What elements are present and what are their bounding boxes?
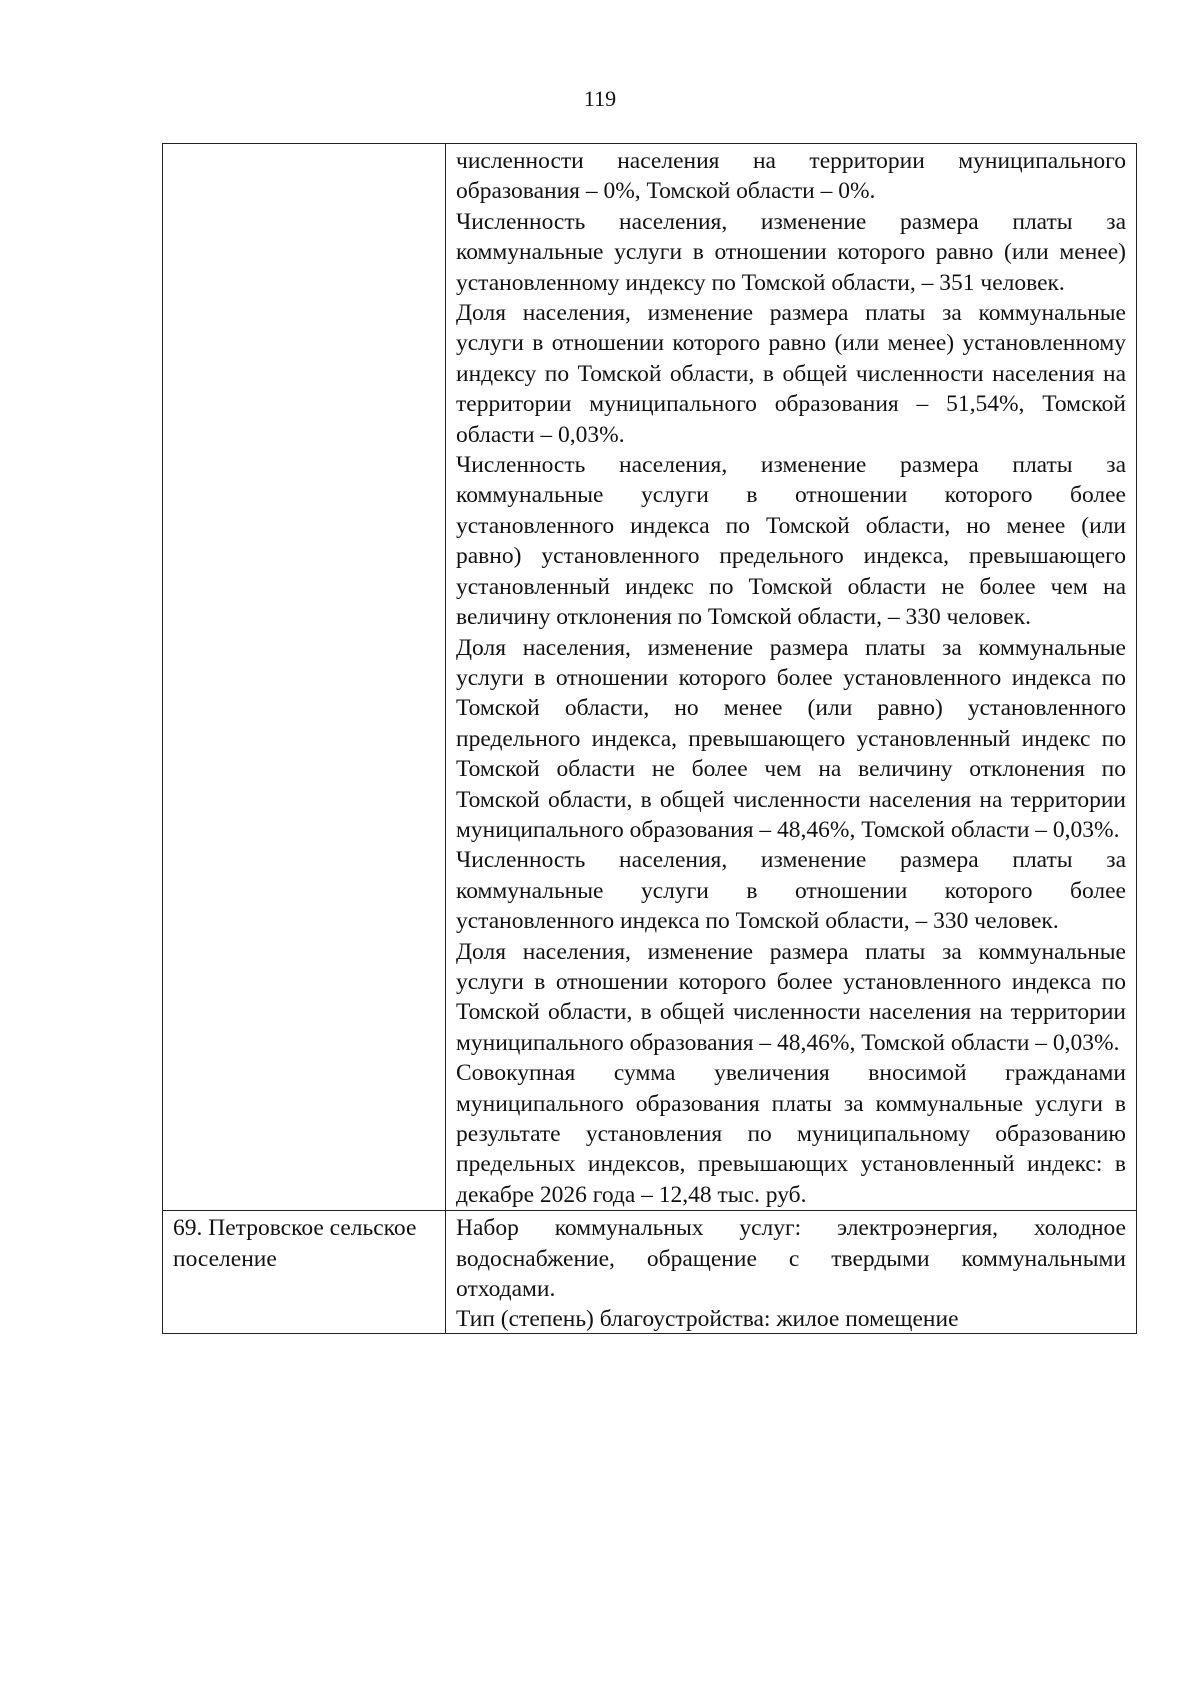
table-row xyxy=(163,1211,1137,1334)
description-cell xyxy=(446,1211,1137,1334)
municipality-cell xyxy=(163,144,446,1211)
paragraph: Тип (степень) благоустройства: жилое помещение xyxy=(456,1306,959,1333)
paragraph: Численность населения, изменение размера платы за коммунальные услуги в отношении которого равно (или менее) установленному индексу по Томской области, – 351 человек. xyxy=(456,208,1126,296)
page-number: 119 xyxy=(583,86,617,111)
table-row xyxy=(163,144,1137,1211)
paragraph: Совокупная сумма увеличения вносимой гражданами муниципального образования платы за коммунальные услуги в результате установления по муниципальному образованию предельных индексов, превышающих установленный индекс: в декабре 2026 года – 12,48 тыс. руб. xyxy=(456,1060,1126,1208)
municipality-name: 69. Петровское сельское поселение xyxy=(173,1215,417,1272)
description-cell xyxy=(446,144,1137,1211)
paragraph: Доля населения, изменение размера платы за коммунальные услуги в отношении которого равно (или менее) установленному индексу по Томской области, в общей численности населения на территории муниципального образования – 51,54%, Томской области – 0,03%. xyxy=(456,300,1126,448)
paragraph: Доля населения, изменение размера платы за коммунальные услуги в отношении которого более установленного индекса по Томской области, но менее (или равно) установленного предельного индекса, превышающего установленный индекс по Томской области не более чем на величину отклонения по Томской области, в общей численности населения на территории муниципального образования – 48,46%, Томской области – 0,03%. xyxy=(456,634,1126,843)
paragraph: Численность населения, изменение размера платы за коммунальные услуги в отношении которого более установленного индекса по Томской области, – 330 человек. xyxy=(456,847,1126,935)
paragraph: Численность населения, изменение размера платы за коммунальные услуги в отношении которого более установленного индекса по Томской области, но менее (или равно) установленного предельного индекса, превышающего установленный индекс по Томской области не более чем на величину отклонения по Томской области, – 330 человек. xyxy=(456,452,1126,631)
municipal-index-table xyxy=(162,143,1137,1334)
municipality-cell xyxy=(163,1211,446,1334)
paragraph: Набор коммунальных услуг: электроэнергия, холодное водоснабжение, обращение с твердыми коммунальными отходами. xyxy=(456,1215,1126,1303)
paragraph: численности населения на территории муниципального образования – 0%, Томской области – 0%. xyxy=(456,148,1126,205)
paragraph: Доля населения, изменение размера платы за коммунальные услуги в отношении которого более установленного индекса по Томской области, в общей численности населения на территории муниципального образования – 48,46%, Томской области – 0,03%. xyxy=(456,938,1126,1056)
